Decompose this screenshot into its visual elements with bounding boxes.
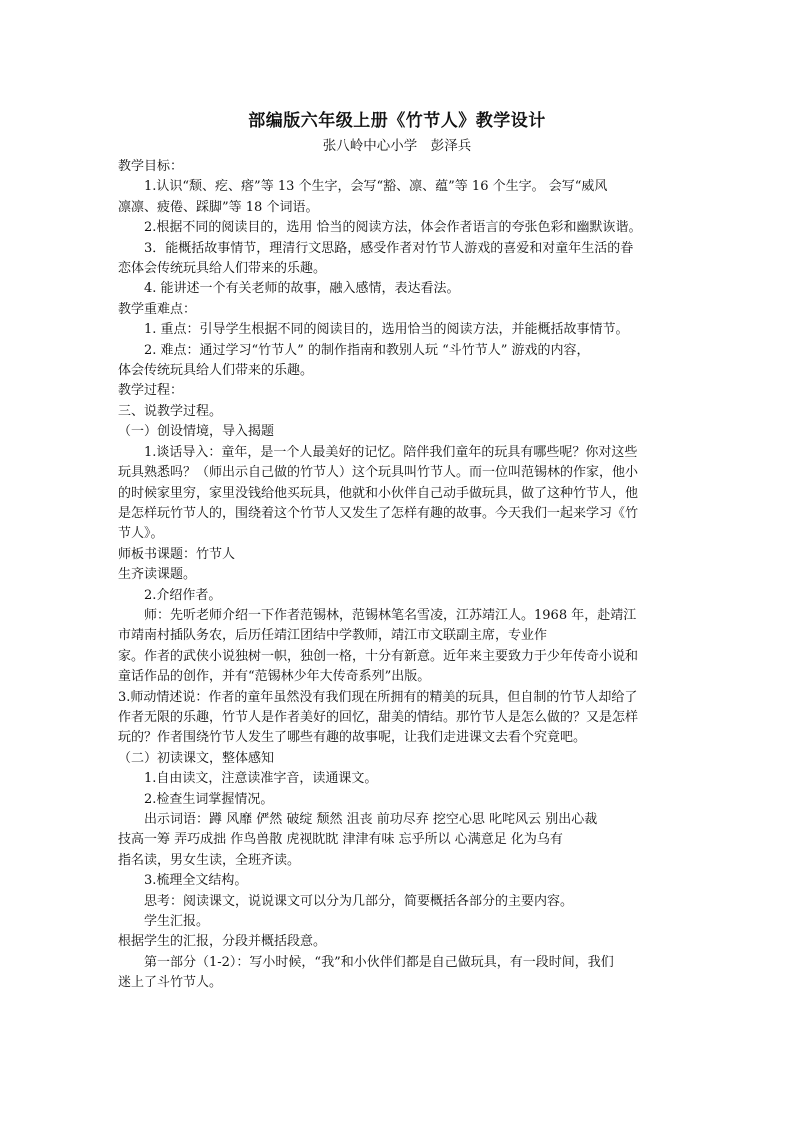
text-line: 根据学生的汇报，分段并概括段意。 (118, 934, 327, 950)
text-line: 家。作者的武侠小说独树一帜，独创一格，十分有新意。近年来主要致力于少年传奇小说和 (118, 648, 639, 664)
text-line: 第一部分（1-2）：写小时候，“我”和小伙伴们都是自己做玩具，有一段时间，我们 (144, 954, 614, 970)
text-line: 体会传统玩具给人们带来的乐趣。 (118, 363, 314, 379)
text-line: （二）初读课文，整体感知 (118, 750, 275, 766)
text-line: 师：先听老师介绍一下作者范锡林，范锡林笔名雪凌，江苏靖江人。1968 年，赴靖江 (144, 607, 637, 623)
text-line: 4. 能讲述一个有关老师的故事，融入感情，表达看法。 (144, 281, 460, 297)
text-line: 节人》。 (118, 526, 164, 542)
text-line: 教学重难点： (118, 301, 197, 317)
text-line: 玩具熟悉吗？（师出示自己做的竹节人）这个玩具叫竹节人。而一位叫范锡林的作家，他小 (118, 465, 639, 481)
text-line: 2.根据不同的阅读目的，选用 恰当的阅读方法，体会作者语言的夸张色彩和幽默诙谐。 (144, 220, 642, 236)
document-author: 张八岭中心小学 彭泽兵 (322, 138, 472, 154)
text-line: 3.梳理全文结构。 (144, 873, 248, 889)
document-body (118, 157, 678, 994)
text-line: 1.认识“颓、疙、瘩”等 13 个生字，会写“豁、凛、蕴”等 16 个生字。 会写“威风 (144, 179, 608, 195)
text-line: 教学过程： (118, 383, 184, 399)
text-line: 的时候家里穷，家里没钱给他买玩具，他就和小伙伴自己动手做玩具，做了这种竹节人，他 (118, 485, 639, 501)
text-line: 2.检查生词掌握情况。 (144, 791, 274, 807)
text-line: 3.师动情述说：作者的童年虽然没有我们现在所拥有的精美的玩具，但自制的竹节人却给了 (118, 689, 638, 705)
text-line: （一）创设情境，导入揭题 (118, 424, 275, 440)
text-line: 1. 重点：引导学生根据不同的阅读目的，选用恰当的阅读方法，并能概括故事情节。 (144, 322, 629, 338)
text-line: 1.自由读文，注意读准字音，读通课文。 (144, 771, 378, 787)
text-line: 思考：阅读课文，说说课文可以分为几部分，简要概括各部分的主要内容。 (144, 893, 574, 909)
text-line: 教学目标： (118, 159, 184, 174)
text-line: 是怎样玩竹节人的，围绕着这个竹节人又发生了怎样有趣的故事。今天我们一起来学习《竹 (118, 505, 639, 521)
text-line: 指名读，男女生读，全班齐读。 (118, 852, 301, 868)
text-line: 三、说教学过程。 (118, 403, 223, 419)
text-line: 1.谈话导入：童年，是一个人最美好的记忆。陪伴我们童年的玩具有哪些呢？你对这些 (144, 444, 638, 460)
text-line: 2. 难点：通过学习“竹节人” 的制作指南和教别人玩 “斗竹节人” 游戏的内容， (144, 342, 590, 358)
text-line: 师板书课题：竹节人 (118, 546, 236, 562)
text-line: 作者无限的乐趣，竹节人是作者美好的回忆，甜美的情结。那竹节人是怎么做的？又是怎样 (118, 709, 639, 725)
text-line: 2.介绍作者。 (144, 587, 222, 603)
text-line: 生齐读课题。 (118, 567, 197, 583)
text-line: 市靖南村插队务农，后历任靖江团结中学教师，靖江市文联副主席，专业作 (118, 628, 548, 644)
text-line: 3．能概括故事情节，理清行文思路，感受作者对竹节人游戏的喜爱和对童年生活的眷 (144, 240, 634, 256)
text-line: 学生汇报。 (144, 914, 210, 930)
document-title: 部编版六年级上册《竹节人》教学设计 (248, 111, 546, 131)
text-line: 玩的？作者围绕竹节人发生了哪些有趣的故事呢，让我们走进课文去看个究竟吧。 (118, 730, 587, 746)
text-line: 出示词语：蹲 风靡 俨然 破绽 颓然 沮丧 前功尽弃 挖空心思 叱咤风云 别出心裁 (144, 812, 598, 827)
text-line: 凛凛、疲倦、踩脚”等 18 个词语。 (118, 199, 319, 215)
text-line: 技高一筹 弄巧成拙 作鸟兽散 虎视眈眈 津津有味 忘乎所以 心满意足 化为乌有 (118, 832, 563, 848)
text-line: 恋体会传统玩具给人们带来的乐趣。 (118, 261, 327, 277)
text-line: 迷上了斗竹节人。 (118, 975, 223, 991)
text-line: 童话作品的创作，并有“范锡林少年大传奇系列”出版。 (118, 669, 431, 685)
